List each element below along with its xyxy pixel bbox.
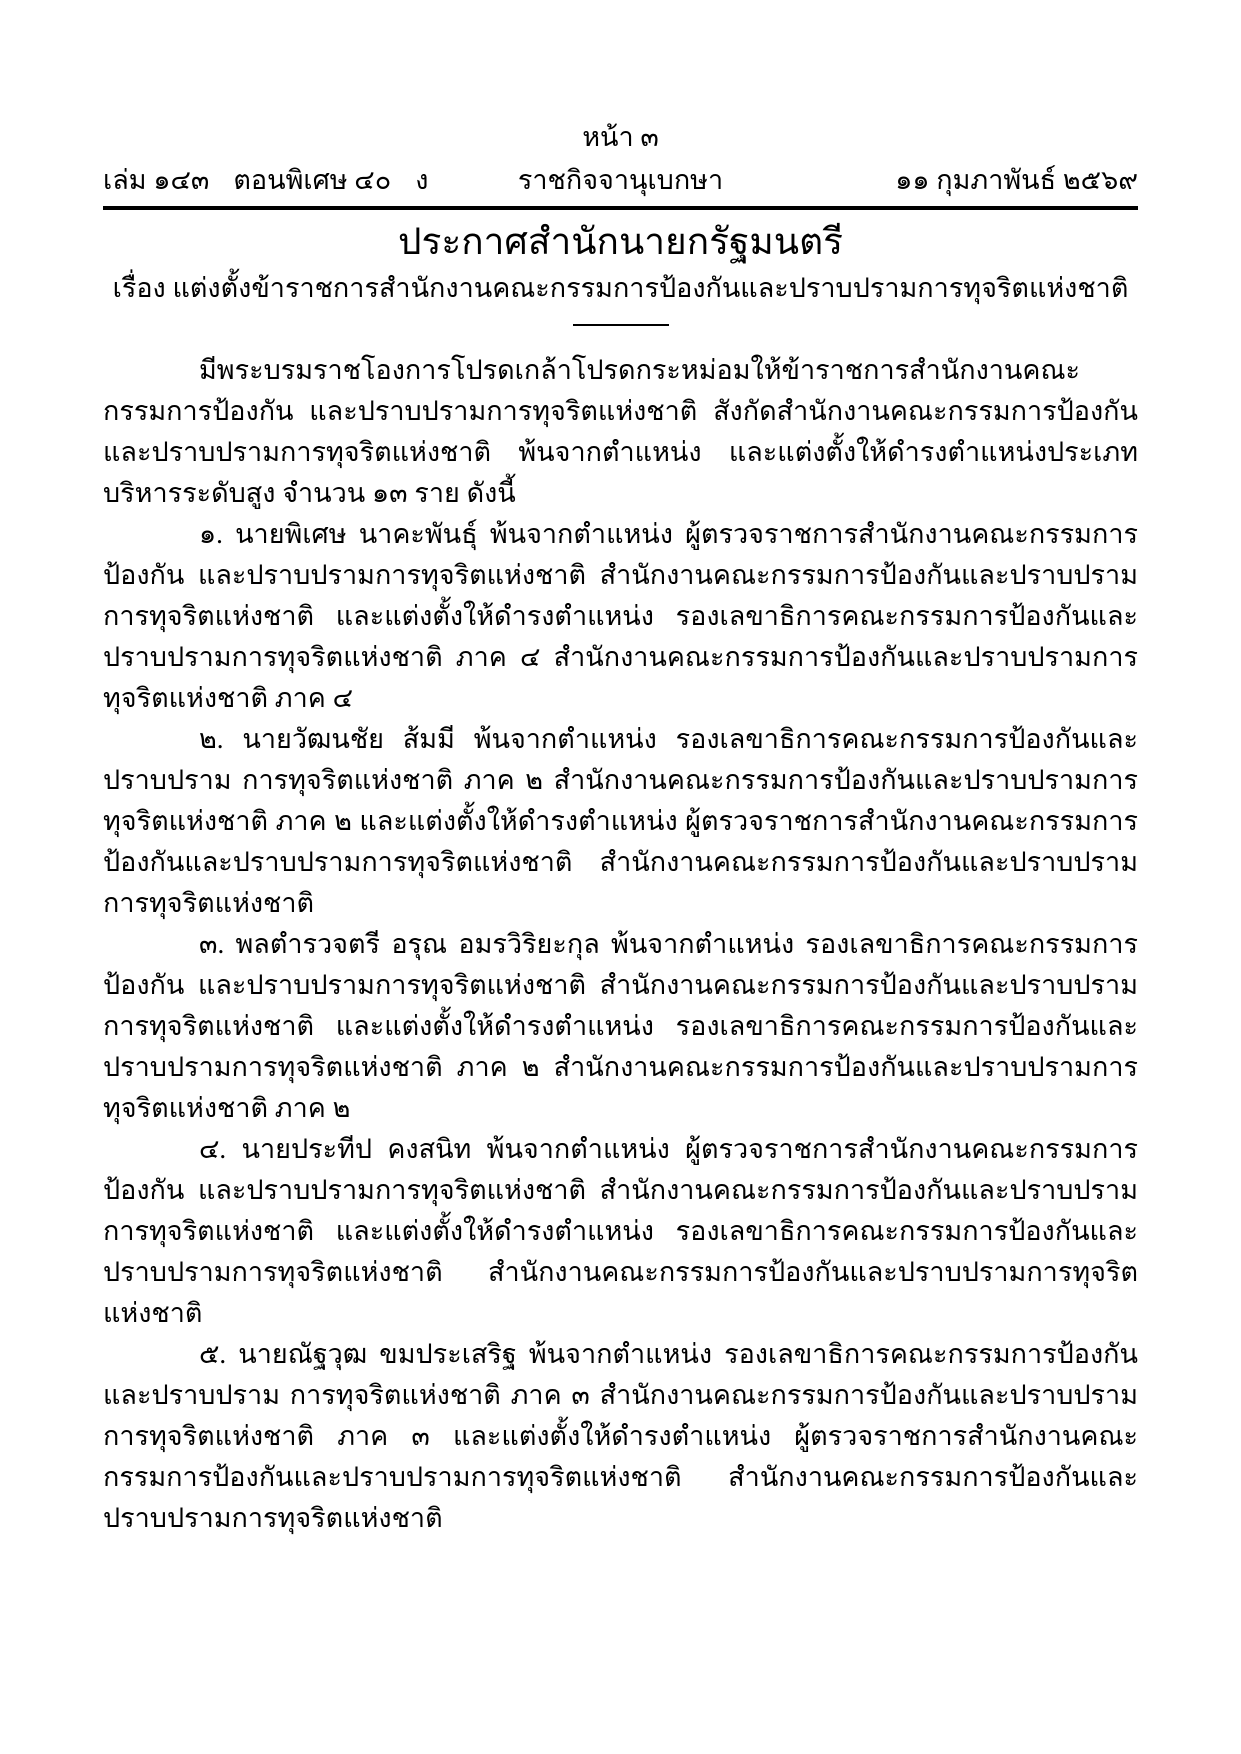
volume-issue-group: [103, 162, 428, 198]
publication-date: ๑๑ กุมภาพันธ์ ๒๕๖๙: [895, 165, 1138, 195]
section-label: ง: [415, 165, 429, 195]
gazette-name: ราชกิจจานุเบกษา: [517, 165, 724, 195]
announcement-title: ประกาศสำนักนายกรัฐมนตรี: [398, 222, 843, 263]
header-rule: [103, 206, 1138, 210]
intro-paragraph: มีพระบรมราชโองการโปรดเกล้าโปรดกระหม่อมให้ข้าราชการสำนักงานคณะกรรมการป้องกัน และปราบปรามการทุจริตแห่งชาติ สังกัดสำนักงานคณะกรรมการป้องกันและปราบปรามการทุจริตแห่งชาติ พ้นจากตำแหน่ง และแต่งตั้งให้ดำรงตำแหน่งประเภทบริหารระดับสูง จำนวน ๑๓ ราย ดังนี้: [103, 355, 1138, 508]
announcement-subject: เรื่อง แต่งตั้งข้าราชการสำนักงานคณะกรรมการป้องกันและปราบปรามการทุจริตแห่งชาติ: [112, 273, 1129, 303]
volume-label: เล่ม ๑๔๓: [103, 165, 210, 195]
appointment-item-4: ๔. นายประทีป คงสนิท พ้นจากตำแหน่ง ผู้ตรวจราชการสำนักงานคณะกรรมการป้องกัน และปราบปรามการทุจริตแห่งชาติ สำนักงานคณะกรรมการป้องกันและปราบปรามการทุจริตแห่งชาติ และแต่งตั้งให้ดำรงตำแหน่ง รองเลขาธิการคณะกรรมการป้องกันและปราบปรามการทุจริตแห่งชาติ สำนักงานคณะกรรมการป้องกันและปราบปรามการทุจริตแห่งชาติ: [103, 1134, 1138, 1328]
page-content: [103, 0, 1138, 1539]
appointment-item-2: ๒. นายวัฒนชัย ส้มมี พ้นจากตำแหน่ง รองเลขาธิการคณะกรรมการป้องกันและปราบปราม การทุจริตแห่งชาติ ภาค ๒ สำนักงานคณะกรรมการป้องกันและปราบปรามการทุจริตแห่งชาติ ภาค ๒ และแต่งตั้งให้ดำรงตำแหน่ง ผู้ตรวจราชการสำนักงานคณะกรรมการป้องกันและปราบปรามการทุจริตแห่งชาติ สำนักงานคณะกรรมการป้องกันและปราบปรามการทุจริตแห่งชาติ: [103, 724, 1138, 918]
page-number-label: หน้า ๓: [582, 122, 659, 152]
appointment-item-3: ๓. พลตำรวจตรี อรุณ อมรวิริยะกุล พ้นจากตำแหน่ง รองเลขาธิการคณะกรรมการป้องกัน และปราบปรามการทุจริตแห่งชาติ สำนักงานคณะกรรมการป้องกันและปราบปรามการทุจริตแห่งชาติ และแต่งตั้งให้ดำรงตำแหน่ง รองเลขาธิการคณะกรรมการป้องกันและปราบปรามการทุจริตแห่งชาติ ภาค ๒ สำนักงานคณะกรรมการป้องกันและปราบปรามการทุจริตแห่งชาติ ภาค ๒: [103, 929, 1138, 1123]
gazette-header-row: [103, 162, 1138, 198]
issue-label: ตอนพิเศษ ๔๐: [233, 165, 392, 195]
title-divider: [573, 324, 669, 326]
appointment-item-1: ๑. นายพิเศษ นาคะพันธุ์ พ้นจากตำแหน่ง ผู้ตรวจราชการสำนักงานคณะกรรมการป้องกัน และปราบปรามการทุจริตแห่งชาติ สำนักงานคณะกรรมการป้องกันและปราบปรามการทุจริตแห่งชาติ และแต่งตั้งให้ดำรงตำแหน่ง รองเลขาธิการคณะกรรมการป้องกันและปราบปรามการทุจริตแห่งชาติ ภาค ๔ สำนักงานคณะกรรมการป้องกันและปราบปรามการทุจริตแห่งชาติ ภาค ๔: [103, 519, 1138, 713]
document-body: [103, 350, 1138, 1539]
appointment-item-5: ๕. นายณัฐวุฒ ขมประเสริฐ พ้นจากตำแหน่ง รองเลขาธิการคณะกรรมการป้องกันและปราบปราม การทุจริตแห่งชาติ ภาค ๓ สำนักงานคณะกรรมการป้องกันและปราบปรามการทุจริตแห่งชาติ ภาค ๓ และแต่งตั้งให้ดำรงตำแหน่ง ผู้ตรวจราชการสำนักงานคณะกรรมการป้องกันและปราบปรามการทุจริตแห่งชาติ สำนักงานคณะกรรมการป้องกันและปราบปรามการทุจริตแห่งชาติ: [103, 1339, 1138, 1533]
